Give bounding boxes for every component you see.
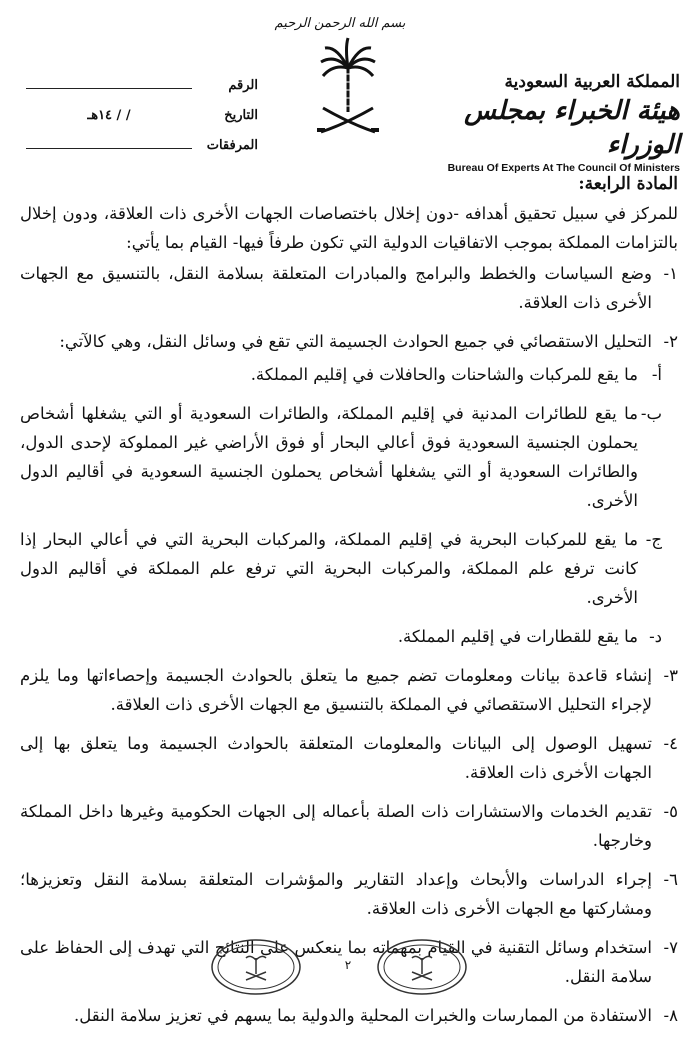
date-label: التاريخ xyxy=(224,108,258,123)
list-item xyxy=(20,259,678,317)
sub-item-letter: د- xyxy=(649,627,662,646)
official-seal-icon xyxy=(376,938,468,996)
item-number: ٥- xyxy=(663,802,678,821)
reference-number-row xyxy=(18,78,258,108)
attachments-label: المرفقات xyxy=(206,138,258,153)
bureau-name-english: Bureau Of Experts At The Council Of Ministers xyxy=(447,162,680,174)
item-text: تسهيل الوصول إلى البيانات والمعلومات المتعلقة بالحوادث الجسيمة وما يتعلق بها إلى الجهات الأخرى ذات العلاقة. xyxy=(20,734,652,782)
basmala: بسم الله الرحمن الرحيم xyxy=(274,16,406,31)
sub-list-item xyxy=(20,622,678,651)
sub-list-item xyxy=(20,360,678,389)
item-number: ٤- xyxy=(663,734,678,753)
item-text: تقديم الخدمات والاستشارات ذات الصلة بأعماله إلى الجهات الحكومية وغيرها داخل المملكة وخارجها. xyxy=(20,802,652,850)
sub-item-text: ما يقع للقطارات في إقليم المملكة. xyxy=(397,627,638,646)
reference-number-line xyxy=(26,78,192,89)
sub-item-letter: ب- xyxy=(640,404,662,423)
list-item xyxy=(20,327,678,356)
item-number: ٦- xyxy=(663,870,678,889)
sub-list-item xyxy=(20,525,678,612)
attachments-row xyxy=(18,138,258,168)
sub-item-text: ما يقع للمركبات والشاحنات والحافلات في إقليم المملكة. xyxy=(250,365,638,384)
item-number: ٢- xyxy=(663,332,678,351)
list-item xyxy=(20,797,678,855)
item-text: الاستفادة من الممارسات والخبرات المحلية والدولية بما يسهم في تعزيز سلامة النقل. xyxy=(74,1006,652,1025)
sub-item-text: ما يقع للمركبات البحرية في إقليم المملكة، والمركبات البحرية التي في أعالي البحار إذا كانت ترفع علم المملكة، والمركبات البحرية التي ترفع علم المملكة في أقاليم الدول الأخرى. xyxy=(20,530,638,607)
kingdom-name: المملكة العربية السعودية xyxy=(504,72,680,92)
list-item xyxy=(20,661,678,719)
item-number: ١- xyxy=(663,264,678,283)
article-intro: للمركز في سبيل تحقيق أهدافه -دون إخلال باختصاصات الجهات الأخرى ذات العلاقة، ودون إخلال بالتزامات المملكة بموجب الاتفاقيات الدولية التي تكون طرفاً فيها- القيام بما يأتي: xyxy=(20,204,678,252)
sub-item-letter: أ- xyxy=(651,365,662,384)
official-seal-icon xyxy=(210,938,302,996)
date-row xyxy=(18,108,258,138)
article-body xyxy=(20,170,678,1040)
attachments-line xyxy=(26,138,192,149)
item-number: ٧- xyxy=(663,938,678,957)
item-text: إنشاء قاعدة بيانات ومعلومات تضم جميع ما يتعلق بالحوادث الجسيمة وإحصاءاتها وما يلزم لإجراء التحليل الاستقصائي في المملكة بالتنسيق مع الجهات الأخرى ذات العلاقة. xyxy=(20,666,652,714)
sub-list-item xyxy=(20,399,678,515)
article-heading: المادة الرابعة: xyxy=(578,174,678,194)
list-item xyxy=(20,729,678,787)
organization-header xyxy=(430,72,680,174)
page-number: ٢ xyxy=(344,958,352,972)
reference-number-label: الرقم xyxy=(228,78,258,93)
item-number: ٨- xyxy=(663,1006,678,1025)
item-text: إجراء الدراسات والأبحاث وإعداد التقارير والمؤشرات المتعلقة بسلامة النقل وتعزيزها؛ ومشاركتها مع الجهات الأخرى ذات العلاقة. xyxy=(20,870,652,918)
item-text: وضع السياسات والخطط والبرامج والمبادرات المتعلقة بسلامة النقل، بالتنسيق مع الجهات الأخرى ذات العلاقة. xyxy=(20,264,652,312)
document-meta xyxy=(18,78,258,168)
item-text: التحليل الاستقصائي في جميع الحوادث الجسيمة التي تقع في وسائل النقل، وهي كالآتي: xyxy=(59,332,652,351)
sub-item-letter: ج- xyxy=(645,530,662,549)
date-value: / / ١٤هـ xyxy=(87,108,131,123)
saudi-emblem-icon xyxy=(315,34,381,138)
sub-item-text: ما يقع للطائرات المدنية في إقليم المملكة، والطائرات السعودية أو التي يشغلها أشخاص يحملون الجنسية السعودية فوق أعالي البحار أو فوق الأراضي غير المملوكة لإحدى الدول، والطائرات السعودية أو التي يشغلها أشخاص يحملون الجنسية السعودية في أقاليم الدول الأخرى. xyxy=(20,404,638,510)
item-number: ٣- xyxy=(663,666,678,685)
list-item xyxy=(20,865,678,923)
item-text: استخدام وسائل التقنية في القيام بمهماته بما ينعكس على النتائج التي تهدف إلى الحفاظ على سلامة النقل. xyxy=(20,938,652,986)
list-item xyxy=(20,1001,678,1030)
bureau-name-arabic: هيئة الخبراء بمجلس الوزراء xyxy=(464,96,680,160)
